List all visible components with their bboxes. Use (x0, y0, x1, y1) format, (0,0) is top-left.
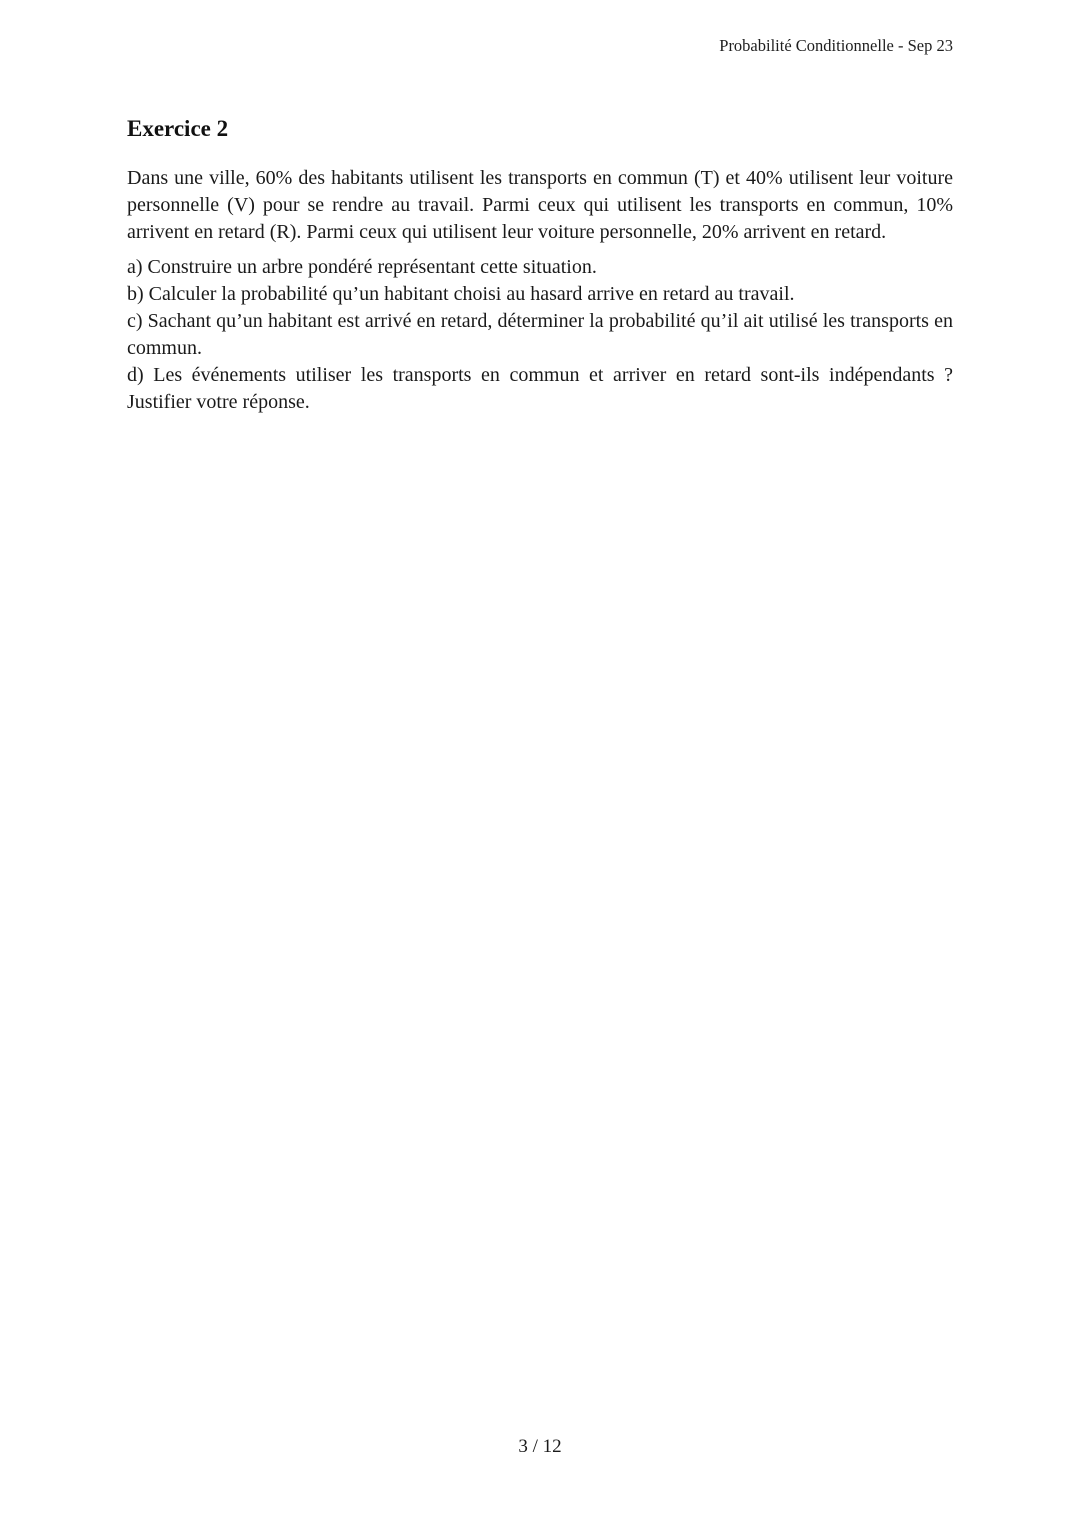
header-title: Probabilité Conditionnelle - Sep 23 (719, 36, 953, 55)
question-item-d: d) Les événements utiliser les transports en commun et arriver en retard sont-ils indépendants ? Justifier votre réponse. (127, 364, 953, 413)
question-item-a: a) Construire un arbre pondéré représentant cette situation. (127, 256, 597, 278)
exercise-title: Exercice 2 (127, 116, 229, 141)
question-list (127, 254, 953, 416)
question-item-b: b) Calculer la probabilité qu’un habitant choisi au hasard arrive en retard au travail. (127, 283, 795, 305)
page-number: 3 / 12 (518, 1436, 562, 1457)
exercise-intro-paragraph: Dans une ville, 60% des habitants utilisent les transports en commun (T) et 40% utilisent leur voiture personnelle (V) pour se rendre au travail. Parmi ceux qui utilisent les transports en commun, 10% arrivent en retard (R). Parmi ceux qui utilisent leur voiture personnelle, 20% arrivent en retard. (127, 167, 953, 243)
page-footer (0, 1433, 1080, 1460)
exercise-section (127, 0, 953, 416)
question-item-c: c) Sachant qu’un habitant est arrivé en retard, déterminer la probabilité qu’il ait utilisé les transports en commun. (127, 310, 953, 359)
